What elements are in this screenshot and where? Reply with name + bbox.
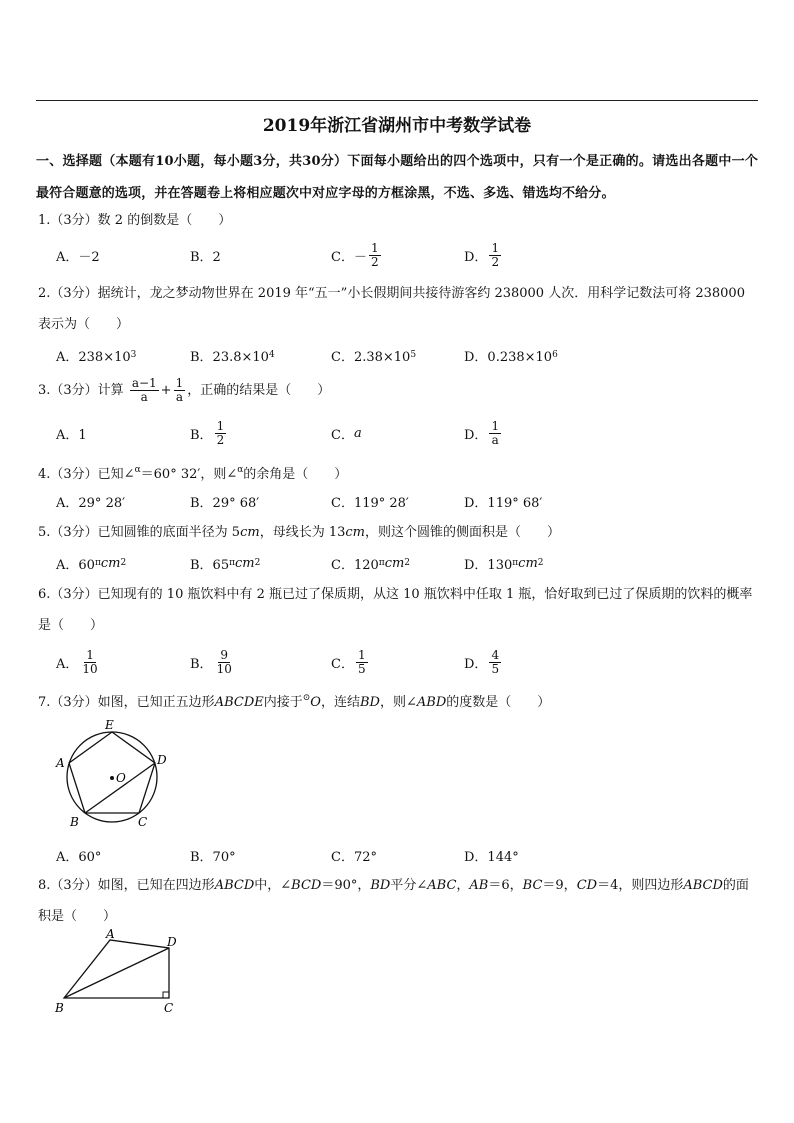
q2-option-a: A．238×10 3 xyxy=(56,349,137,365)
q3-option-a: A．1 xyxy=(56,427,87,443)
q6-option-d: D． $\frac{4}{5}$ xyxy=(464,647,500,676)
question-2 xyxy=(38,278,758,340)
label-o: O xyxy=(116,771,126,785)
question-6-options xyxy=(56,647,756,677)
right-angle-mark xyxy=(163,992,169,998)
q4-option-a: A．29° 28′ xyxy=(56,495,126,511)
question-3: 3.（3分）计算 $\frac{a-1}{a}$ + $\frac{1}{a}$ ，正确的结果是（ ） xyxy=(38,376,331,404)
q5-option-b: B．65 π cm 2 xyxy=(190,555,261,573)
question-5: 5.（3分）已知圆锥的底面半径为 5cm，母线长为 13cm，则这个圆锥的侧面积是（ ） xyxy=(38,525,560,540)
question-2-options xyxy=(56,340,756,370)
section-intro: 一、选择题（本题有10小题，每小题3分，共30分）下面每小题给出的四个选项中，只有一个是正确的。请选出各题中一个最符合题意的选项，并在答题卷上将相应题次中对应字母的方框涂黑，不选、多选、错选均不给分。 xyxy=(36,154,758,201)
label-d: D xyxy=(167,935,177,949)
q3-option-c: C． a xyxy=(331,425,362,443)
quadrilateral-figure xyxy=(50,928,190,1018)
header-rule xyxy=(36,100,758,101)
q5-option-d: D．130 π cm 2 xyxy=(464,555,544,573)
label-b: B xyxy=(70,815,79,829)
q3-option-d: D． $\frac{1}{a}$ xyxy=(464,418,500,447)
question-4-options xyxy=(56,486,756,516)
q7-option-d: D．144° xyxy=(464,849,519,865)
q1-option-c: C．－ $\frac{1}{2}$ xyxy=(331,240,379,269)
q7-option-a: A．60° xyxy=(56,849,102,865)
q6-option-a: A． $\frac{1}{10}$ xyxy=(56,647,98,676)
q5-option-c: C．120 π cm 2 xyxy=(331,555,411,573)
q1-option-b: B．2 xyxy=(190,249,221,265)
fraction: $\frac{4}{5}$ xyxy=(491,647,500,676)
q5-option-a: A．60 π cm 2 xyxy=(56,555,127,573)
q7-option-c: C．72° xyxy=(331,849,377,865)
q7-option-b: B．70° xyxy=(190,849,236,865)
question-1-options xyxy=(56,240,756,270)
question-3-options xyxy=(56,418,756,448)
center-point xyxy=(110,776,114,780)
question-1-stem: 1.（3分）数 2 的倒数是（ ） xyxy=(38,213,232,228)
question-5-options xyxy=(56,548,756,578)
q2-option-c: C．2.38×10 5 xyxy=(331,349,417,365)
q1-option-a: A．－2 xyxy=(56,249,100,265)
q4-option-c: C．119° 28′ xyxy=(331,495,409,511)
question-7: 7.（3分）如图，已知正五边形ABCDE内接于⊙O，连结BD，则∠ABD的度数是（ ） xyxy=(38,693,551,710)
q2-option-b: B．23.8×10 4 xyxy=(190,349,275,365)
fraction: $\frac{1}{2}$ xyxy=(370,240,379,269)
quadrilateral-abcd xyxy=(64,940,169,998)
label-d: D xyxy=(157,753,167,767)
fraction: $\frac{a-1}{a}$ xyxy=(131,376,157,404)
label-b: B xyxy=(55,1001,64,1015)
fraction: $\frac{9}{10}$ xyxy=(216,647,232,676)
question-7-options xyxy=(56,840,756,870)
q6-option-c: C． $\frac{1}{5}$ xyxy=(331,647,366,676)
fraction: $\frac{1}{a}$ xyxy=(491,418,500,447)
fraction: $\frac{1}{2}$ xyxy=(491,240,500,269)
fraction: $\frac{1}{2}$ xyxy=(216,418,225,447)
question-1 xyxy=(38,205,758,236)
label-a: A xyxy=(56,756,65,770)
label-c: C xyxy=(138,815,148,829)
q6-option-b: B． $\frac{9}{10}$ xyxy=(190,647,232,676)
q3-option-b: B． $\frac{1}{2}$ xyxy=(190,418,225,447)
question-2-stem: 2.（3分）据统计，龙之梦动物世界在 2019 年“五一”小长假期间共接待游客约 238000 人次．用科学记数法可将 238000 表示为（ ） xyxy=(38,286,745,332)
label-a: A xyxy=(106,928,115,941)
question-4: 4.（3分）已知∠$^\alpha$＝60° 32′，则∠$^\alpha$的余角是（ ） xyxy=(38,465,348,482)
label-c: C xyxy=(164,1001,174,1015)
pentagon-circle-figure xyxy=(50,718,180,833)
q2-option-d: D．0.238×10 6 xyxy=(464,349,558,365)
fraction: $\frac{1}{a}$ xyxy=(175,376,184,404)
fraction: $\frac{1}{10}$ xyxy=(82,647,98,676)
label-e: E xyxy=(105,718,114,732)
question-6-stem: 6.（3分）已知现有的 10 瓶饮料中有 2 瓶已过了保质期，从这 10 瓶饮料中任取 1 瓶，恰好取到已过了保质期的饮料的概率是（ ） xyxy=(38,587,753,633)
q4-option-b: B．29° 68′ xyxy=(190,495,260,511)
q4-option-d: D．119° 68′ xyxy=(464,495,543,511)
q1-option-d: D． $\frac{1}{2}$ xyxy=(464,240,500,269)
diagonal-bd xyxy=(64,948,169,998)
question-6 xyxy=(38,579,758,641)
exam-title: 2019年浙江省湖州市中考数学试卷 xyxy=(262,116,532,136)
fraction: $\frac{1}{5}$ xyxy=(357,647,366,676)
question-8: 8.（3分）如图，已知在四边形ABCD中，∠BCD＝90°，BD平分∠ABC，AB＝6，BC＝9，CD＝4，则四边形ABCD的面积是（ ） xyxy=(38,878,749,924)
